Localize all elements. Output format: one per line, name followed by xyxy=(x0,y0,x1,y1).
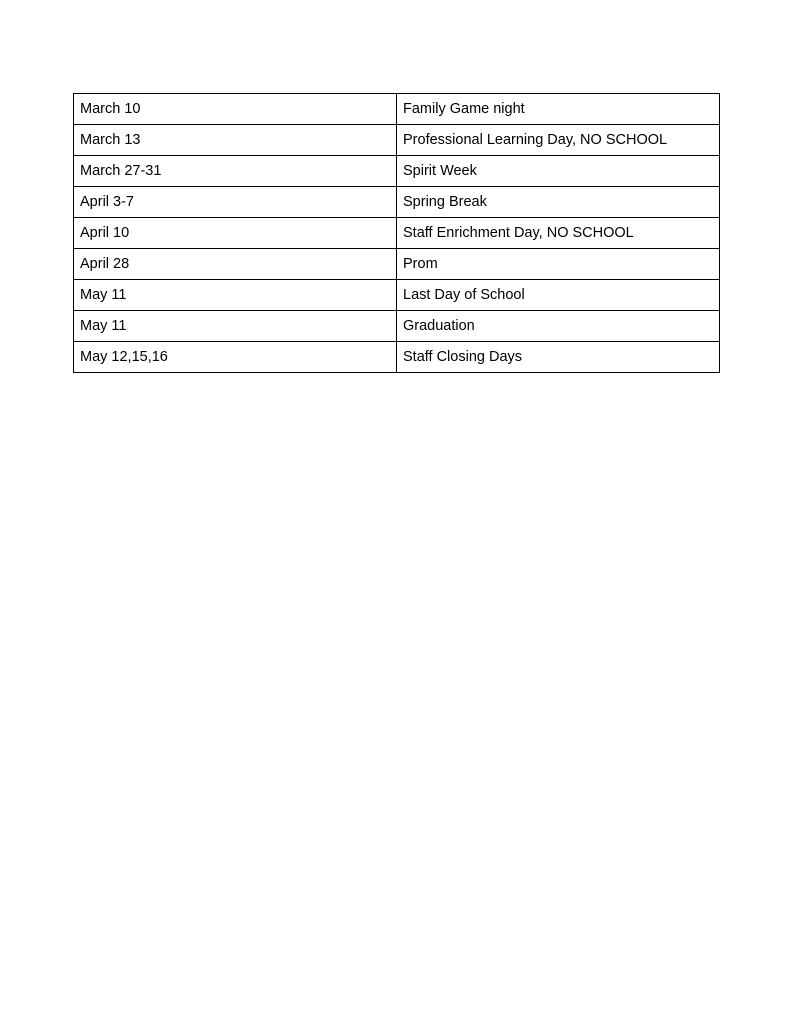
table-row xyxy=(74,280,720,311)
event-cell: Staff Enrichment Day, NO SCHOOL xyxy=(397,218,720,249)
date-cell: March 27-31 xyxy=(74,156,397,187)
date-cell: May 11 xyxy=(74,311,397,342)
event-cell: Staff Closing Days xyxy=(397,342,720,373)
table-row xyxy=(74,187,720,218)
date-cell: March 13 xyxy=(74,125,397,156)
table-row xyxy=(74,125,720,156)
table-row xyxy=(74,342,720,373)
event-cell: Prom xyxy=(397,249,720,280)
date-cell: May 12,15,16 xyxy=(74,342,397,373)
date-cell: May 11 xyxy=(74,280,397,311)
event-cell: Last Day of School xyxy=(397,280,720,311)
event-cell: Professional Learning Day, NO SCHOOL xyxy=(397,125,720,156)
table-row xyxy=(74,156,720,187)
event-cell: Spring Break xyxy=(397,187,720,218)
event-cell: Spirit Week xyxy=(397,156,720,187)
event-cell: Family Game night xyxy=(397,94,720,125)
event-cell: Graduation xyxy=(397,311,720,342)
date-cell: April 3-7 xyxy=(74,187,397,218)
schedule-table-body xyxy=(74,94,720,373)
date-cell: April 10 xyxy=(74,218,397,249)
date-cell: April 28 xyxy=(74,249,397,280)
schedule-table xyxy=(73,93,720,373)
date-cell: March 10 xyxy=(74,94,397,125)
table-row xyxy=(74,311,720,342)
table-row xyxy=(74,249,720,280)
table-row xyxy=(74,218,720,249)
table-row xyxy=(74,94,720,125)
